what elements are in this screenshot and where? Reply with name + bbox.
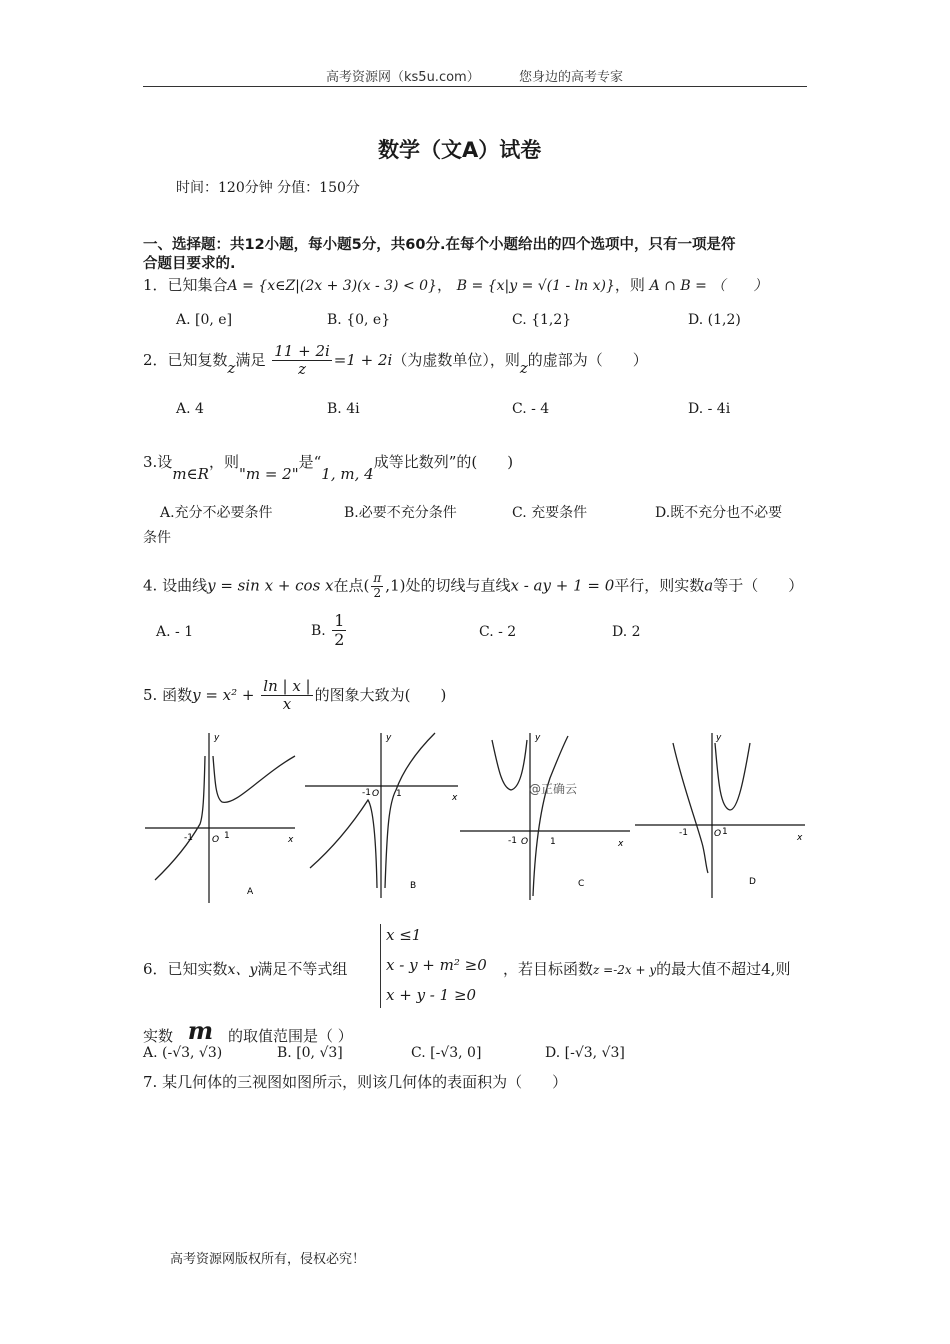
graph-c-right-branch: [533, 736, 568, 896]
question-4: 4. 设曲线y = sin x + cos x在点( $\frac{\pi}{2}$ ,1)处的切线与直线x - ay + 1 = 0平行，则实数a等于（ ）: [143, 571, 804, 600]
q5-den: x: [282, 695, 292, 714]
q1-option-a[interactable]: A. [0, e]: [176, 312, 233, 328]
q6-option-b[interactable]: B. [0, √3]: [277, 1045, 343, 1061]
q6-line2-b: 的取值范围是（ ）: [227, 1027, 353, 1045]
graph-d-tick-neg: -1: [679, 828, 688, 838]
question-5: [143, 678, 446, 714]
question-6-part1: [143, 958, 347, 979]
header-slogan: 您身边的高考专家: [519, 70, 624, 85]
graph-d-origin: O: [714, 829, 722, 839]
q3-option-d-wrap: 条件: [143, 530, 171, 546]
q2-den: z: [298, 360, 306, 379]
q4-option-b[interactable]: [311, 612, 348, 650]
q2-option-c[interactable]: C. - 4: [512, 401, 550, 417]
question-6-part2: [503, 958, 790, 979]
graph-b[interactable]: [305, 733, 458, 898]
q2-fraction: [272, 343, 332, 379]
graph-c-y-label: y: [535, 733, 541, 743]
q1-option-d[interactable]: D. (1,2): [688, 312, 741, 328]
graph-b-right-branch: [385, 733, 435, 888]
q6-option-a[interactable]: A. (-√3, √3): [143, 1045, 223, 1061]
q4-option-b-num: 1: [334, 611, 345, 630]
graph-d-x-label: x: [797, 833, 803, 843]
header-site: 高考资源网（ks5u.com）: [326, 70, 480, 85]
q4-option-b-label: B.: [311, 622, 326, 639]
q4-line: x - ay + 1 = 0: [510, 576, 615, 595]
q5-tail: 的图象大致为( ): [314, 685, 447, 704]
question-6-line2: [143, 1018, 353, 1047]
q2-prefix: 2．已知复数: [143, 350, 228, 369]
q3-option-d[interactable]: D.既不充分也不必要: [655, 505, 783, 521]
q6-objective: z =-2x + y: [593, 963, 657, 977]
graph-c-tick-neg: -1: [508, 836, 517, 846]
q3-sequence: 1, m, 4: [321, 465, 374, 483]
graph-d-y-label: y: [716, 733, 722, 743]
q4-point-den: 2: [373, 585, 382, 600]
graph-b-left-branch: [310, 800, 377, 888]
graph-a-left-branch: [155, 756, 205, 880]
q5-prefix: 5. 函数: [143, 685, 193, 704]
graph-b-x-label: x: [452, 793, 458, 803]
q6-tail: 的最大值不超过4,则: [656, 960, 791, 978]
q6-prefix: 6．已知实数: [143, 960, 228, 978]
graph-b-tick-pos: 1: [396, 789, 402, 799]
q4-option-c[interactable]: C. - 2: [479, 624, 517, 640]
section-heading-line2: 合题目要求的.: [143, 256, 236, 272]
graph-c-watermark: @正确云: [529, 782, 578, 796]
q6-vars: x、y: [227, 962, 258, 978]
q5-function: y = x² +: [192, 685, 255, 704]
graph-c-x-label: x: [618, 839, 624, 849]
graph-c-left-branch: [492, 740, 527, 790]
q6-option-c[interactable]: C. [-√3, 0]: [411, 1045, 482, 1061]
q4-point-tail: ,1): [385, 576, 406, 595]
q2-option-d[interactable]: D. - 4i: [688, 401, 731, 417]
q6-ineq-2: x - y + m² ≥0: [386, 956, 487, 974]
graph-d-tick-pos: 1: [722, 827, 728, 837]
q4-end: 等于（ ）: [713, 576, 804, 595]
q3-then: ，则: [208, 453, 239, 471]
graph-c[interactable]: [460, 733, 630, 900]
graph-c-origin: O: [521, 837, 529, 847]
q6-m: m: [187, 1016, 214, 1045]
q3-option-c[interactable]: C. 充要条件: [512, 505, 588, 521]
section-heading-line1: 一、选择题：共12小题，每小题5分，共60分.在每个小题给出的四个选项中，只有一项是符: [143, 237, 736, 253]
q3-quote: "m = 2": [238, 465, 299, 483]
q2-option-a[interactable]: A. 4: [176, 401, 204, 417]
q4-point-num: π: [373, 571, 382, 585]
q2-option-b[interactable]: B. 4i: [327, 401, 360, 417]
q3-option-b[interactable]: B.必要不充分条件: [344, 505, 457, 521]
q6-line2-a: 实数: [143, 1027, 174, 1045]
q3-prefix: 3.设: [143, 453, 173, 471]
q4-tail: 平行，则实数: [614, 576, 705, 595]
q6-ineq-3: x + y - 1 ≥0: [386, 986, 477, 1004]
q5-graphs: [140, 728, 810, 908]
graph-d[interactable]: [635, 733, 805, 898]
graph-c-tick-pos: 1: [550, 837, 556, 847]
graph-a[interactable]: [145, 733, 295, 903]
q4-at: 在点: [333, 576, 364, 595]
q4-a: a: [704, 576, 714, 595]
footer-copyright: 高考资源网版权所有，侵权必究！: [170, 1252, 366, 1267]
graph-a-label: A: [247, 887, 254, 897]
q4-option-b-den: 2: [334, 630, 345, 650]
question-3: [143, 451, 514, 483]
q5-fraction: [261, 678, 312, 714]
q4-mid: 处的切线与直线: [405, 576, 511, 595]
graph-d-right-branch: [715, 743, 750, 810]
q4-option-d[interactable]: D. 2: [612, 624, 641, 640]
q2-rhs: =1 + 2i: [333, 350, 393, 369]
q2-num: 11 + 2i: [274, 342, 330, 360]
q2-z2: z: [519, 358, 528, 377]
q2-tail: 的虚部为（ ）: [527, 350, 648, 369]
question-2: [143, 343, 648, 379]
graph-c-label: C: [578, 879, 585, 889]
graph-b-tick-neg: -1: [362, 788, 371, 798]
q6-option-d[interactable]: D. [-√3, √3]: [545, 1045, 625, 1061]
graph-b-label: B: [410, 881, 417, 891]
q1-option-c[interactable]: C. {1,2}: [512, 312, 572, 328]
graph-d-left-branch: [673, 743, 708, 873]
graph-a-tick-pos: 1: [224, 831, 230, 841]
q5-num: ln | x |: [263, 677, 311, 695]
q4-option-a[interactable]: A. - 1: [156, 624, 194, 640]
q1-set-b: B = {x|y = √(1 - ln x)}: [456, 278, 615, 294]
q2-note: （为虚数单位），则: [392, 350, 520, 369]
q4-option-b-fraction: [332, 612, 346, 650]
q3-option-a[interactable]: A.充分不必要条件: [160, 505, 273, 521]
q4-point-fraction: [371, 572, 383, 601]
question-7: 7. 某几何体的三视图如图所示，则该几何体的表面积为（ ）: [143, 1073, 568, 1091]
q3-is: 是“: [298, 453, 322, 471]
q1-option-b[interactable]: B. {0, e}: [327, 312, 391, 328]
q1-mid: ，: [436, 276, 452, 294]
q1-ask: A ∩ B = （ ）: [649, 278, 768, 294]
graph-a-x-label: x: [288, 835, 294, 845]
page-title: 数学（文A）试卷: [378, 138, 542, 162]
graph-a-tick-neg: -1: [184, 833, 193, 843]
q6-ineq-1: x ≤1: [386, 926, 422, 944]
q3-tail: 成等比数列”的( ): [373, 453, 514, 471]
q3-condition: m∈R: [172, 465, 209, 483]
q2-satisfy: 满足: [235, 350, 266, 369]
graph-a-right-branch: [213, 756, 295, 802]
q6-after: ，若目标函数: [503, 960, 594, 978]
q1-prefix: 1．已知集合: [143, 276, 228, 294]
q4-curve: y = sin x + cos x: [207, 576, 334, 595]
exam-meta: 时间：120分钟 分值：150分: [176, 180, 360, 196]
graph-a-y-label: y: [214, 733, 220, 743]
header-divider: [143, 86, 807, 87]
q1-set-a: A = {x∈Z|(2x + 3)(x - 3) < 0}: [227, 278, 437, 294]
question-1: [143, 274, 767, 295]
graph-a-origin: O: [212, 835, 220, 845]
q2-z: z: [227, 358, 236, 377]
graph-d-label: D: [749, 877, 756, 887]
q6-mid: 满足不等式组: [257, 960, 348, 978]
q1-suffix: ，则: [614, 276, 645, 294]
q4-prefix: 4. 设曲线: [143, 576, 208, 595]
graph-b-origin: O: [372, 789, 380, 799]
graph-b-y-label: y: [386, 733, 392, 743]
